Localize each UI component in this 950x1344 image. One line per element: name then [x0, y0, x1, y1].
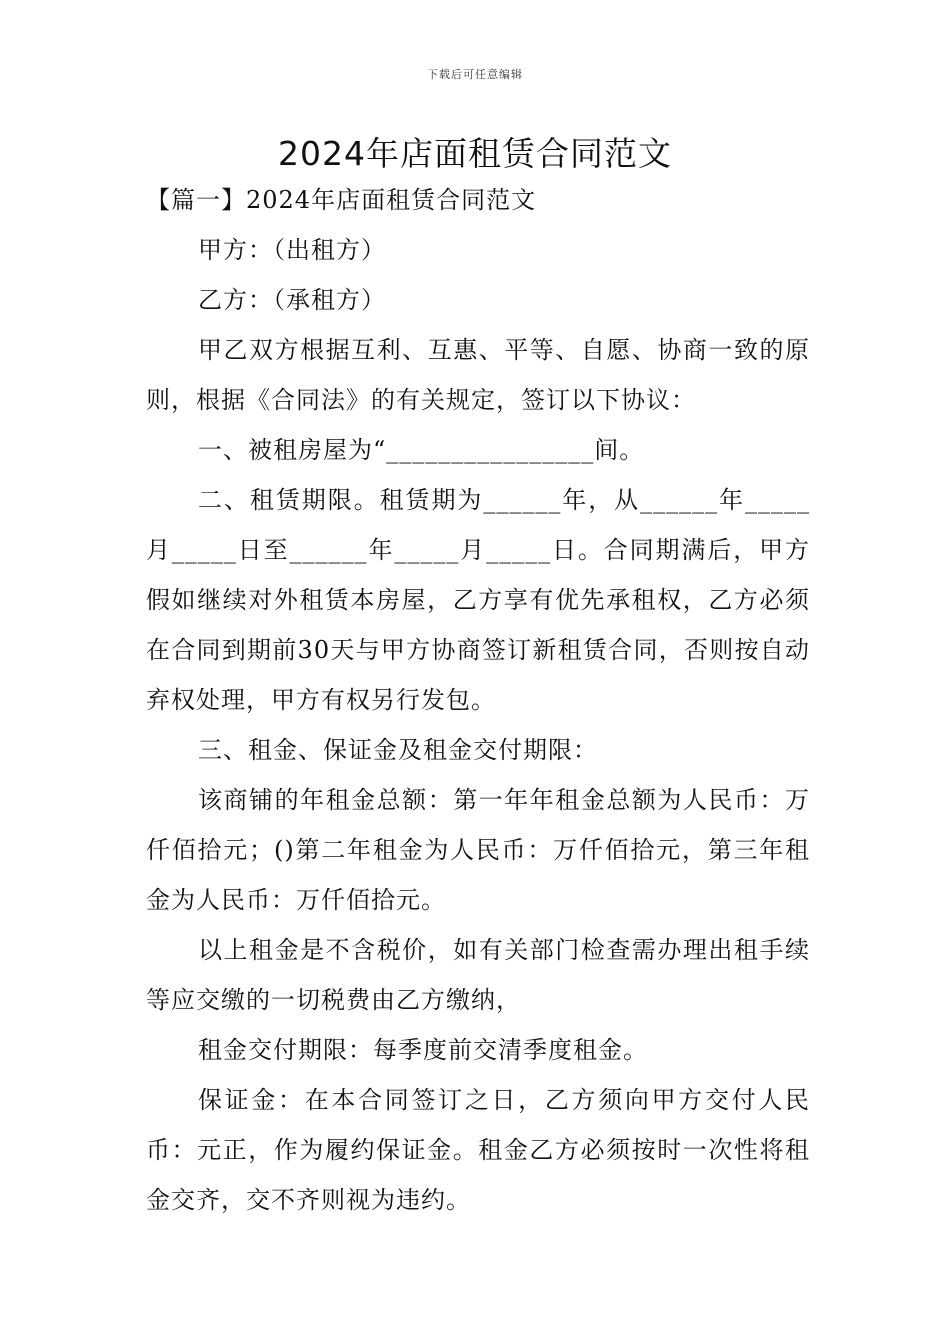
header-note: 下载后可任意编辑: [427, 68, 523, 81]
party-b-line: 乙方：（承租方）: [198, 286, 386, 314]
deposit-paragraph: 保证金：在本合同签订之日，乙方须向甲方交付人民币：元正，作为履约保证金。租金乙方必须按时一次性将租金交齐，交不齐则视为违约。: [146, 1086, 810, 1214]
tax-paragraph: 以上租金是不含税价，如有关部门检查需办理出租手续等应交缴的一切税费由乙方缴纳，: [146, 936, 810, 1014]
document-title: 2024年店面租赁合同范文: [278, 134, 672, 173]
preamble-paragraph: 甲乙双方根据互利、互惠、平等、自愿、协商一致的原则，根据《合同法》的有关规定，签订以下协议：: [146, 336, 810, 414]
clause-2-paragraph: 二、租赁期限。租赁期为______年，从______年_____月_____日至______年_____月_____日。合同期满后，甲方假如继续对外租赁本房屋，乙方享有优先承租权，乙方必须在合同到期前30天与甲方协商签订新租赁合同，否则按自动弃权处理，甲方有权另行发包。: [146, 486, 810, 714]
annual-rent-paragraph: 该商铺的年租金总额：第一年年租金总额为人民币：万仟佰拾元；()第二年租金为人民币：万仟佰拾元，第三年租金为人民币：万仟佰拾元。: [146, 786, 810, 914]
party-a-line: 甲方：（出租方）: [198, 236, 386, 264]
payment-term-paragraph: 租金交付期限：每季度前交清季度租金。: [198, 1036, 648, 1064]
document-body: [146, 175, 810, 1225]
clause-3-heading: 三、租金、保证金及租金交付期限：: [198, 736, 598, 764]
clause-1-paragraph: 一、被租房屋为“________________间。: [198, 436, 645, 464]
section-heading: 【篇一】2024年店面租赁合同范文: [146, 186, 537, 214]
